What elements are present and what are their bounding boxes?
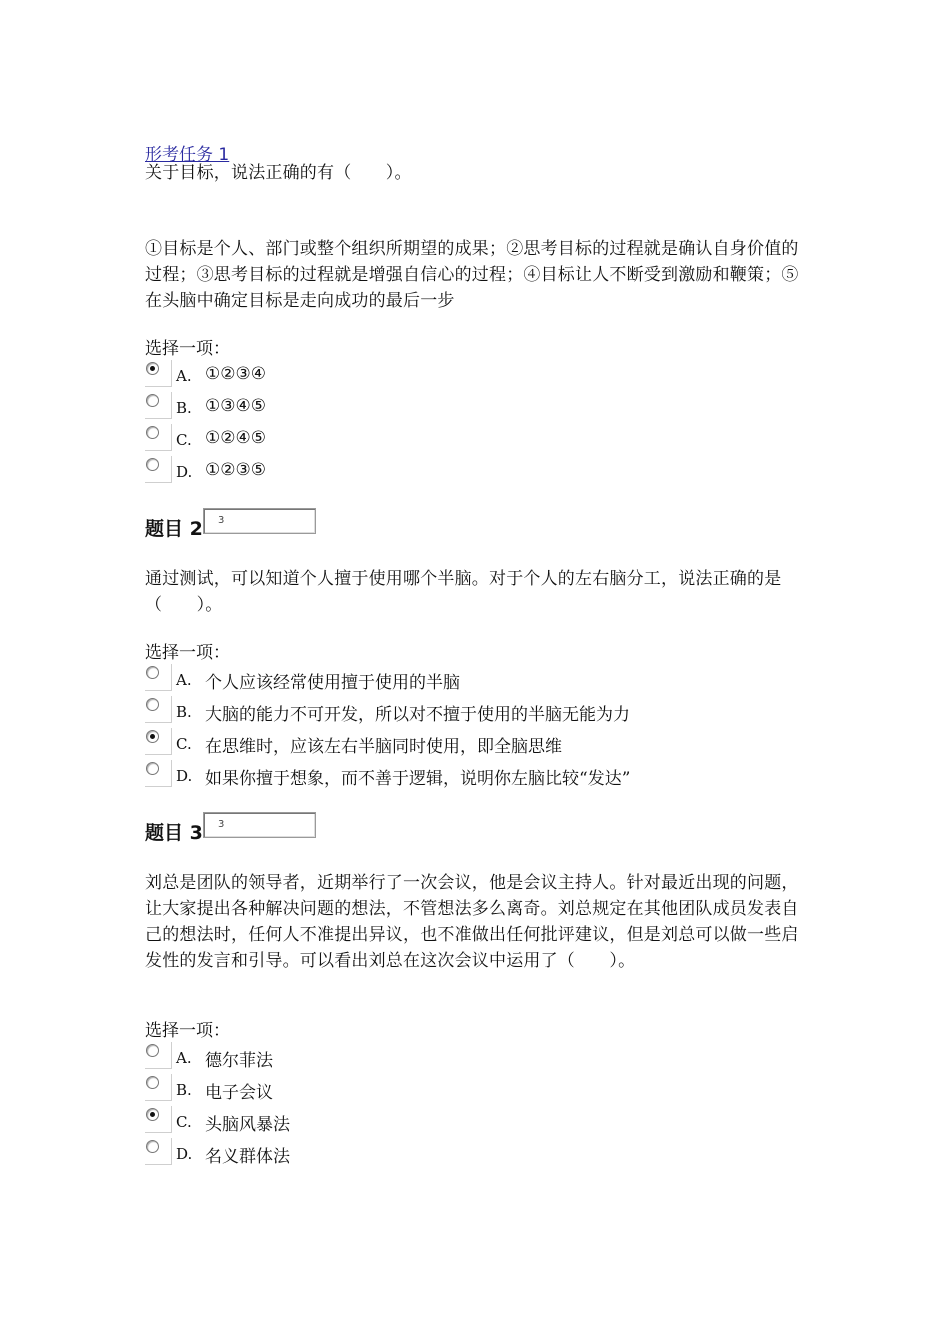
q2-radio-c[interactable] [146, 730, 159, 743]
q2-option-b[interactable] [145, 696, 645, 724]
q1-option-b[interactable] [145, 392, 645, 420]
q3-radio-d[interactable] [146, 1140, 159, 1153]
option-text: 在思维时，应该左右半脑同时使用，即全脑思维 [205, 737, 562, 757]
option-text: 大脑的能力不可开发，所以对不擅于使用的半脑无能为力 [205, 705, 630, 725]
question-3-prompt: 选择一项： [145, 1021, 230, 1041]
option-letter: A. [176, 1049, 192, 1067]
q1-radio-a[interactable] [146, 362, 159, 375]
option-text: 德尔菲法 [205, 1051, 273, 1071]
question-3-score-field[interactable]: 3 [203, 812, 316, 838]
q3-option-b[interactable] [145, 1074, 645, 1102]
q1-option-d[interactable] [145, 456, 645, 484]
option-letter: D. [176, 463, 193, 481]
option-letter: C. [176, 735, 192, 753]
q1-radio-d[interactable] [146, 458, 159, 471]
q3-option-d[interactable] [145, 1138, 645, 1166]
option-text: ①③④⑤ [205, 396, 266, 416]
q1-radio-b[interactable] [146, 394, 159, 407]
question-1-detail: ①目标是个人、部门或整个组织所期望的成果；②思考目标的过程就是确认自身价值的过程；③思考目标的过程就是增强自信心的过程；④目标让人不断受到激励和鞭策；⑤在头脑中确定目标是走向成功的最后一步 [145, 239, 799, 311]
option-text: 名义群体法 [205, 1147, 290, 1167]
q1-option-a[interactable] [145, 360, 645, 388]
q3-radio-a[interactable] [146, 1044, 159, 1057]
q3-option-a[interactable] [145, 1042, 645, 1070]
q1-option-c[interactable] [145, 424, 645, 452]
option-text: ①②④⑤ [205, 428, 266, 448]
option-letter: B. [176, 703, 192, 721]
question-2-score-field[interactable]: 3 [203, 508, 316, 534]
q2-option-c[interactable] [145, 728, 645, 756]
question-1-stem: 关于目标，说法正确的有（ ）。 [145, 163, 412, 183]
option-letter: D. [176, 767, 193, 785]
q3-radio-b[interactable] [146, 1076, 159, 1089]
option-text: 头脑风暴法 [205, 1115, 290, 1135]
question-2-prompt: 选择一项： [145, 643, 230, 663]
option-text: 如果你擅于想象，而不善于逻辑，说明你左脑比较“发达” [205, 769, 631, 789]
q3-radio-c[interactable] [146, 1108, 159, 1121]
q2-option-a[interactable] [145, 664, 645, 692]
question-2-heading: 题目 2 [145, 518, 203, 540]
question-1-prompt: 选择一项： [145, 339, 230, 359]
q2-radio-b[interactable] [146, 698, 159, 711]
task-title-link[interactable]: 形考任务 1 [145, 145, 230, 165]
question-3-stem: 刘总是团队的领导者，近期举行了一次会议，他是会议主持人。针对最近出现的问题，让大家提出各种解决问题的想法，不管想法多么离奇。刘总规定在其他团队成员发表自己的想法时，任何人不准提出异议，也不准做出任何批评建议，但是刘总可以做一些启发性的发言和引导。可以看出刘总在这次会议中运用了（ ）。 [145, 873, 799, 971]
option-letter: C. [176, 1113, 192, 1131]
q2-radio-a[interactable] [146, 666, 159, 679]
option-text: 电子会议 [205, 1083, 273, 1103]
option-letter: D. [176, 1145, 193, 1163]
q2-option-d[interactable] [145, 760, 645, 788]
question-2-stem: 通过测试，可以知道个人擅于使用哪个半脑。对于个人的左右脑分工，说法正确的是（ ）。 [145, 569, 782, 615]
q1-radio-c[interactable] [146, 426, 159, 439]
option-letter: B. [176, 1081, 192, 1099]
question-3-heading: 题目 3 [145, 822, 203, 844]
option-letter: A. [176, 671, 192, 689]
q2-radio-d[interactable] [146, 762, 159, 775]
option-text: 个人应该经常使用擅于使用的半脑 [205, 673, 460, 693]
option-letter: C. [176, 431, 192, 449]
option-text: ①②③⑤ [205, 460, 266, 480]
option-letter: A. [176, 367, 192, 385]
option-text: ①②③④ [205, 364, 266, 384]
q3-option-c[interactable] [145, 1106, 645, 1134]
option-letter: B. [176, 399, 192, 417]
